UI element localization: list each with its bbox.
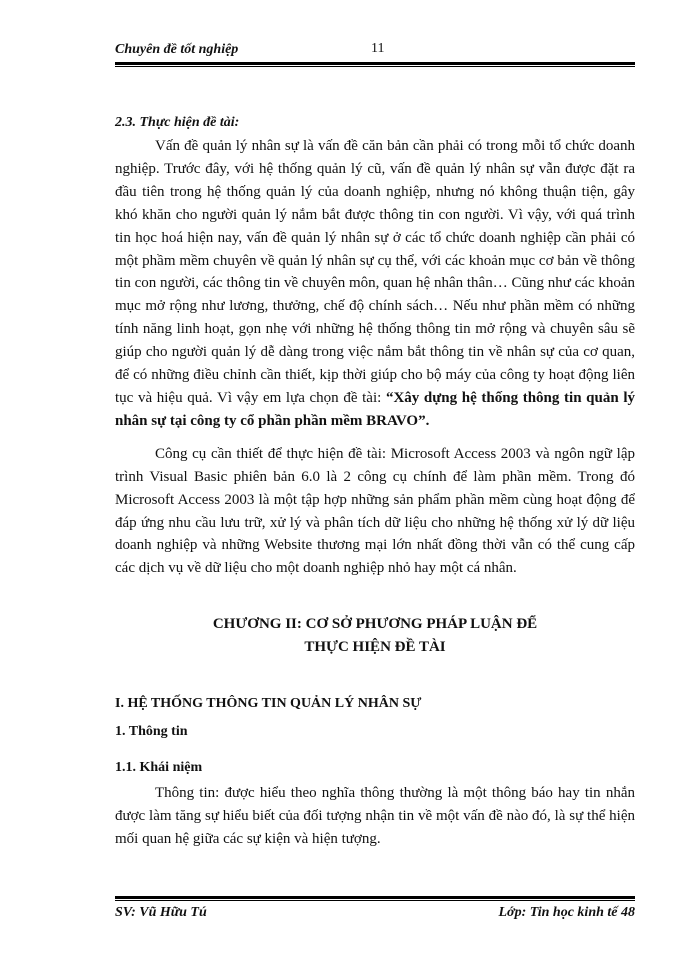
paragraph-text: Vấn đề quản lý nhân sự là vấn đề căn bản cần phải có trong mỗi tổ chức doanh nghiệp. Trước đây, với hệ thống quản lý cũ, vấn đề quản lý nhân sự vẫn được đặt ra đầu tiên trong hệ thống quản lý của doanh nghiệp, nhưng nó không thuận tiện, gây khó khăn cho người quản lý nắm bắt được thông tin con người. Vì vậy, với quá trình tin học hoá hiện nay, vấn đề quản lý nhân sự ở các tổ chức doanh nghiệp cần phải có một phầm mềm chuyên về quản lý nhân sự cụ thể, với các khoản mục cơ bản về thông tin con người, các thông tin về chuyên môn, quan hệ nhân thân… Cũng như các khoản mục mở rộng như lương, thưởng, chế độ chính sách… Nếu như phần mềm có những tính năng linh hoạt, gọn nhẹ với những hệ thống thông tin mở rộng và chuyên sâu sẽ giúp cho người quản lý dễ dàng trong việc nắm bắt thông tin về nhân sự của cơ quan, để có những điều chỉnh cần thiết, kịp thời giúp cho bộ máy của công ty hoạt động liên tục và hiệu quả. Vì vậy em lựa chọn đề tài: xyxy=(115,138,635,406)
heading-level-2: 1. Thông tin xyxy=(115,724,188,740)
chapter-heading-line-2: THỰC HIỆN ĐỀ TÀI xyxy=(304,639,446,656)
heading-level-1: I. HỆ THỐNG THÔNG TIN QUẢN LÝ NHÂN SỰ xyxy=(115,696,422,712)
section-paragraph-1 xyxy=(115,135,635,433)
chapter-heading xyxy=(115,613,635,659)
chapter-heading-line-1: CHƯƠNG II: CƠ SỞ PHƯƠNG PHÁP LUẬN ĐỂ xyxy=(212,616,538,633)
footer-divider xyxy=(115,896,635,899)
header-divider-thin xyxy=(115,66,635,67)
footer-class: Lớp: Tin học kinh tế 48 xyxy=(498,905,635,920)
thesis-title: “Xây dựng hệ thống thông tin quản lý nhân sự tại công ty cổ phần phần mềm BRAVO”. xyxy=(115,389,636,429)
page-number: 11 xyxy=(371,41,385,56)
page-header xyxy=(115,38,635,62)
definition-paragraph: Thông tin: được hiểu theo nghĩa thông thường là một thông báo hay tin nhắn được làm tăng sự hiểu biết của đối tượng nhận tin về một vấn đề nào đó, là sự thể hiện mối quan hệ giữa các sự kiện và hiện tượng. xyxy=(115,785,635,848)
footer-divider-thin xyxy=(115,900,635,901)
section-title: 2.3. Thực hiện đề tài: xyxy=(115,115,240,130)
heading-level-3: 1.1. Khái niệm xyxy=(115,760,203,776)
section-paragraph-2: Công cụ cần thiết để thực hiện đề tài: Microsoft Access 2003 và ngôn ngữ lập trình Visual Basic phiên bản 6.0 là 2 công cụ chính để làm phần mềm. Trong đó Microsoft Access 2003 là một tập hợp những sản phẩm phần mềm cùng hoạt động để đáp ứng nhu cầu lưu trữ, xử lý và phân tích dữ liệu cho những hệ thống xử lý dữ liệu doanh nghiệp và những Website thương mại lớn nhất đồng thời vẫn có thể cung cấp các dịch vụ về dữ liệu cho một doanh nghiệp nhỏ hay một cá nhân. xyxy=(115,445,635,577)
footer-student: SV: Vũ Hữu Tú xyxy=(115,905,207,920)
page-content xyxy=(115,112,635,851)
header-divider xyxy=(115,62,635,65)
header-title: Chuyên đề tốt nghiệp xyxy=(115,42,239,57)
